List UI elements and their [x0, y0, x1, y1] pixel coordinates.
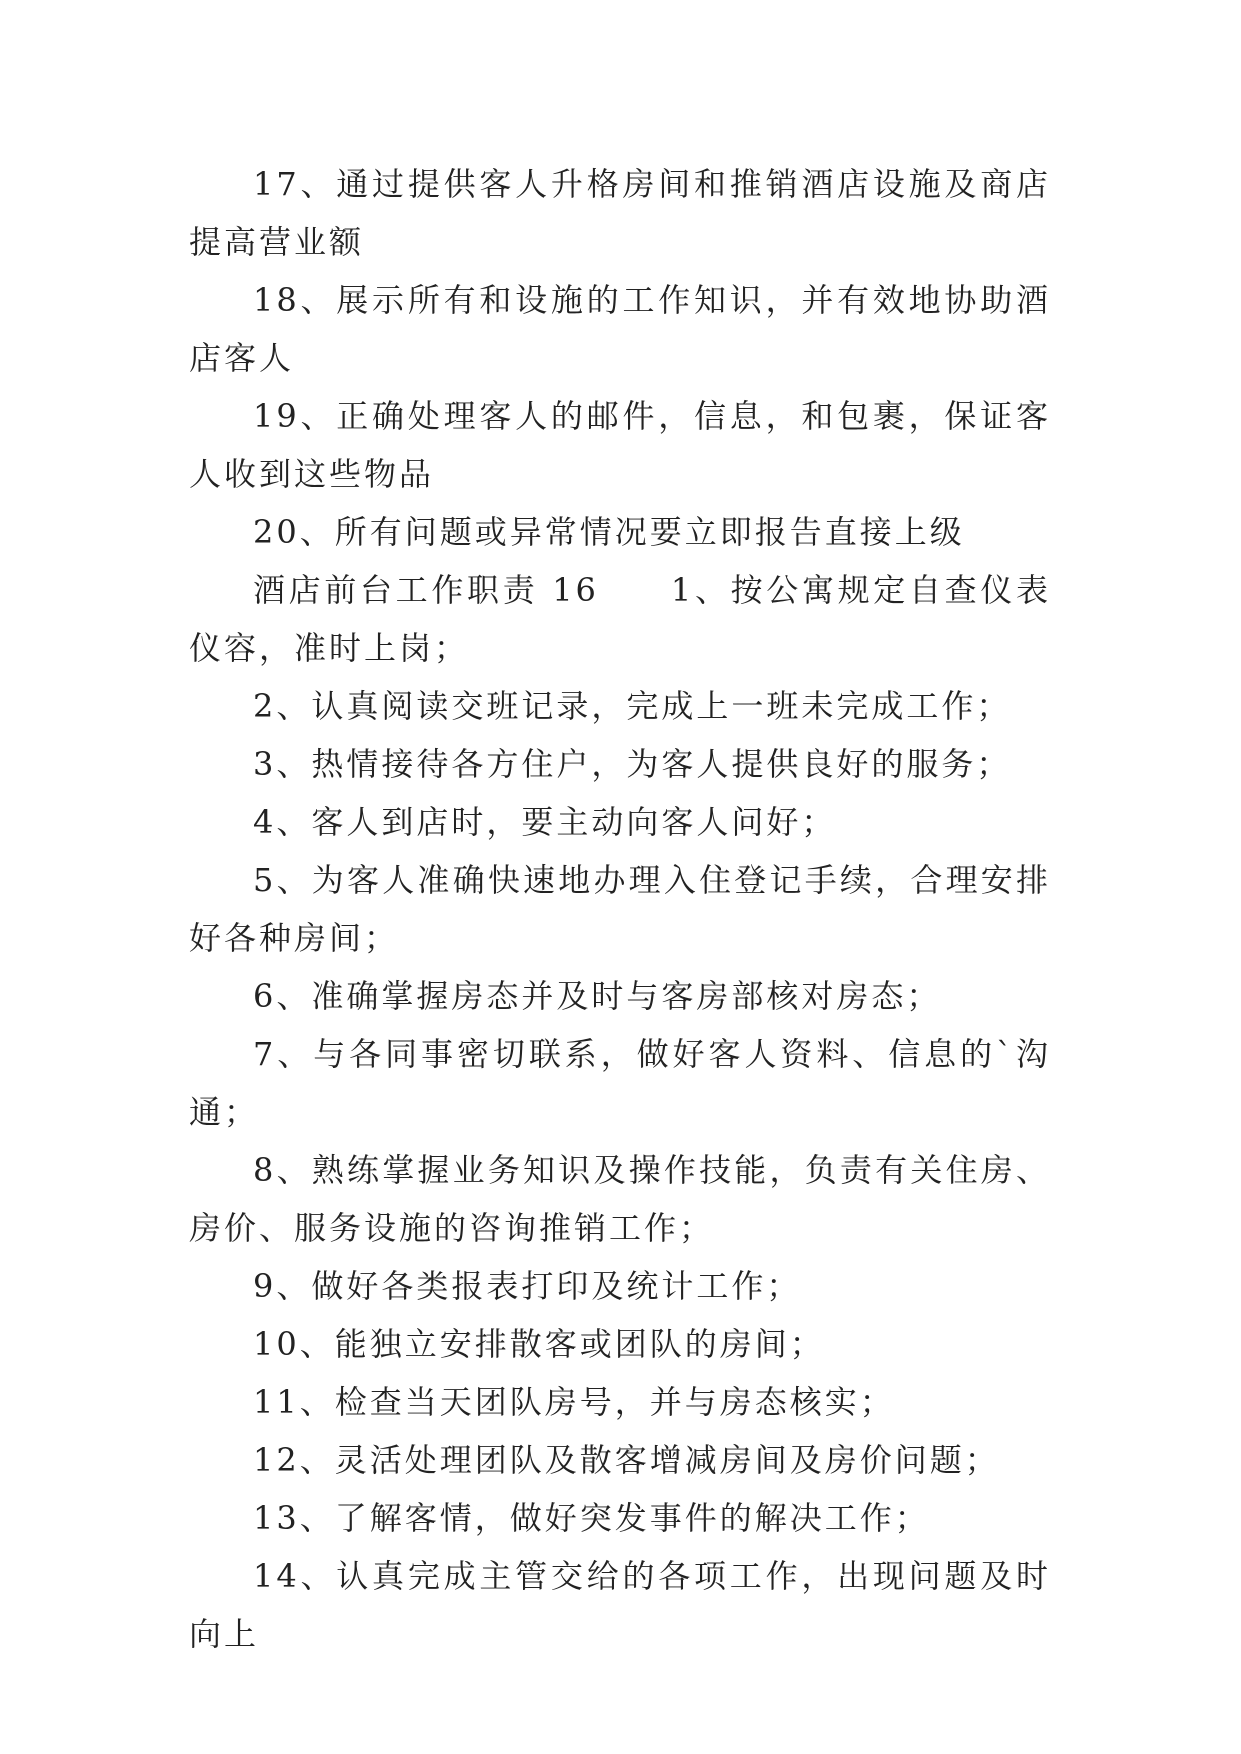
paragraph-7: 7、与各同事密切联系，做好客人资料、信息的`沟通；	[189, 1035, 1051, 1131]
paragraph-8: 8、熟练掌握业务知识及操作技能，负责有关住房、房价、服务设施的咨询推销工作；	[189, 1151, 1051, 1247]
section-heading-paragraph-1: 酒店前台工作职责 16 1、按公寓规定自查仪表仪容，准时上岗；	[189, 571, 1051, 667]
paragraph-18: 18、展示所有和设施的工作知识，并有效地协助酒店客人	[189, 281, 1051, 377]
paragraph-6: 6、准确掌握房态并及时与客房部核对房态；	[253, 977, 942, 1015]
paragraph-11: 11、检查当天团队房号，并与房态核实；	[253, 1383, 895, 1421]
document-body	[189, 155, 1051, 1663]
paragraph-3: 3、热情接待各方住户，为客人提供良好的服务；	[253, 745, 1012, 783]
paragraph-20: 20、所有问题或异常情况要立即报告直接上级	[253, 513, 965, 551]
paragraph-10: 10、能独立安排散客或团队的房间；	[253, 1325, 825, 1363]
paragraph-13: 13、了解客情，做好突发事件的解决工作；	[253, 1499, 930, 1537]
paragraph-19: 19、正确处理客人的邮件，信息，和包裹，保证客人收到这些物品	[189, 397, 1051, 493]
paragraph-14: 14、认真完成主管交给的各项工作，出现问题及时向上	[189, 1557, 1051, 1653]
paragraph-9: 9、做好各类报表打印及统计工作；	[253, 1267, 802, 1305]
paragraph-5: 5、为客人准确快速地办理入住登记手续，合理安排好各种房间；	[189, 861, 1051, 957]
paragraph-12: 12、灵活处理团队及散客增减房间及房价问题；	[253, 1441, 1000, 1479]
paragraph-2: 2、认真阅读交班记录，完成上一班未完成工作；	[253, 687, 1012, 725]
paragraph-4: 4、客人到店时，要主动向客人问好；	[253, 803, 837, 841]
paragraph-17: 17、通过提供客人升格房间和推销酒店设施及商店提高营业额	[189, 165, 1051, 261]
